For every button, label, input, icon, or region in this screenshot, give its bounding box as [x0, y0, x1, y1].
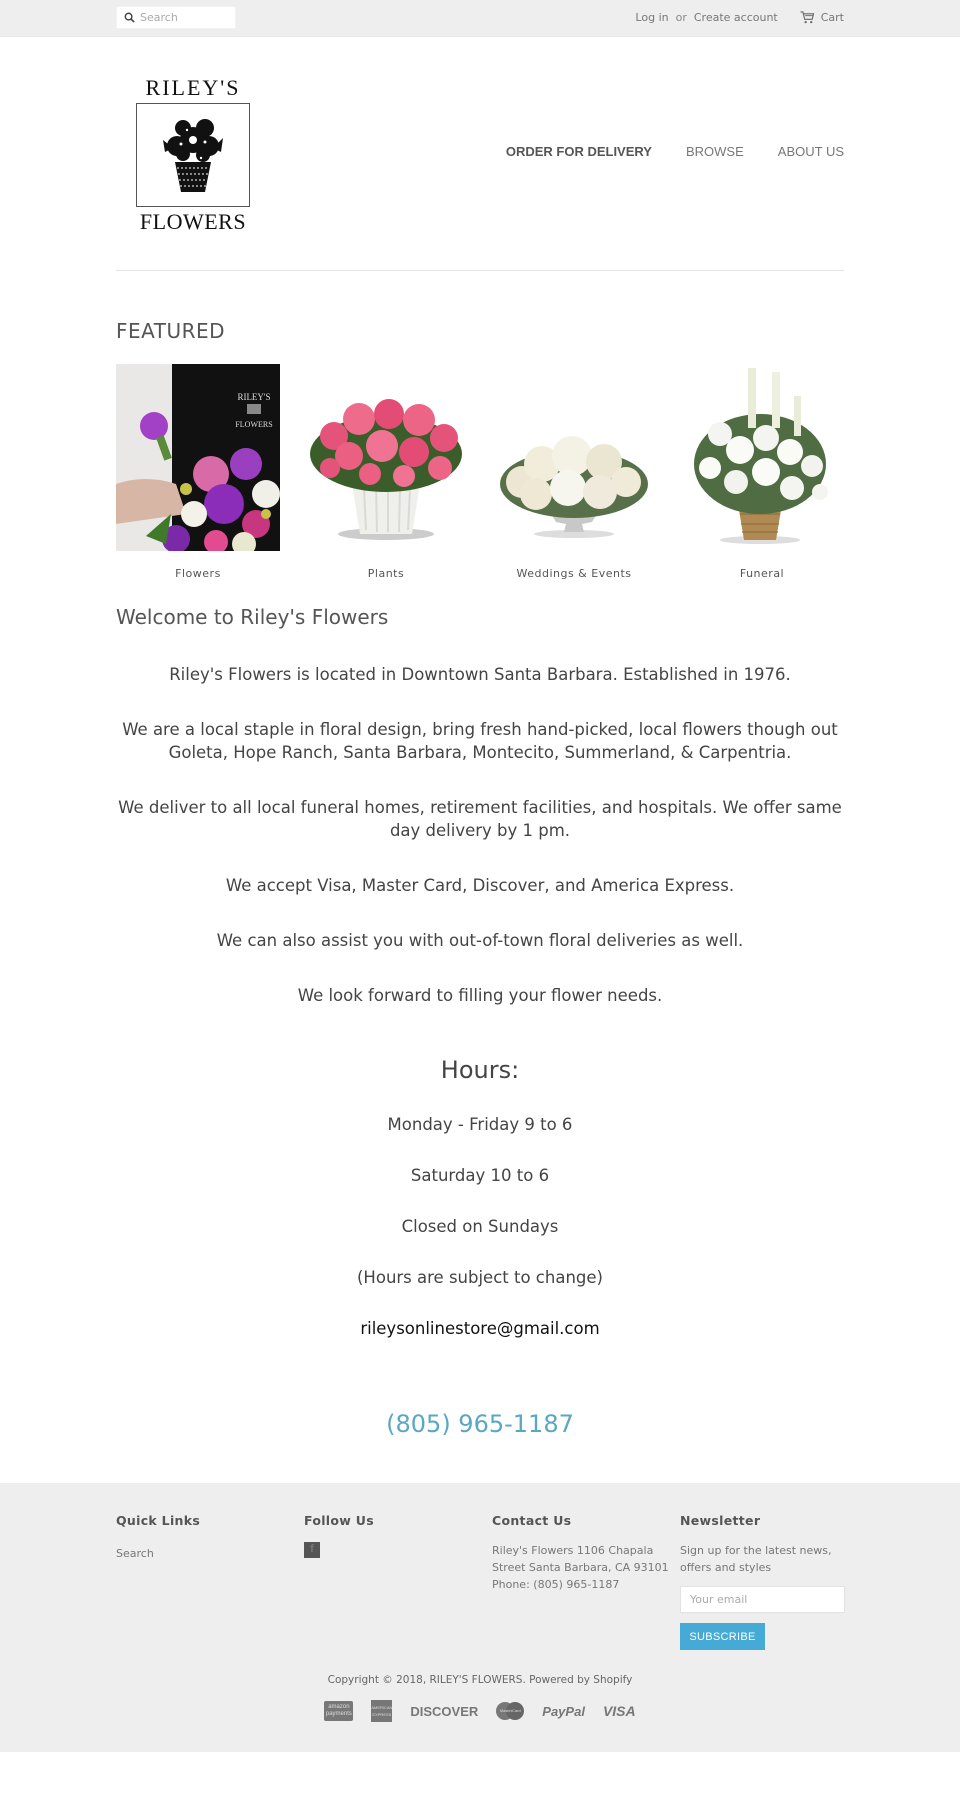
footer-newsletter — [680, 1513, 844, 1650]
facebook-icon[interactable]: f — [304, 1542, 320, 1558]
contact-heading: Contact Us — [492, 1513, 572, 1528]
welcome-text — [116, 663, 844, 1007]
welcome-paragraph: We can also assist you with out-of-town floral deliveries as well. — [216, 931, 744, 950]
amex-icon: AMERICAN EXPRESS — [371, 1700, 392, 1722]
weddings-image — [492, 364, 656, 551]
collection-label: Weddings & Events — [516, 567, 632, 580]
amazon-payments-icon: amazon payments — [324, 1701, 353, 1721]
newsletter-text: offers and styles — [680, 1561, 772, 1574]
main-nav — [506, 144, 844, 159]
collection-label: Plants — [367, 567, 405, 580]
footer-contact — [492, 1513, 680, 1650]
hours-line: (Hours are subject to change) — [357, 1268, 603, 1287]
login-link[interactable]: Log in — [635, 11, 669, 24]
newsletter-heading: Newsletter — [680, 1513, 761, 1528]
copyright-text: Copyright © 2018, RILEY'S FLOWERS. Powered by Shopify — [327, 1674, 633, 1686]
mastercard-icon: MasterCard — [496, 1702, 524, 1720]
newsletter-text: Sign up for the latest news, — [680, 1544, 832, 1557]
welcome-paragraph: We deliver to all local funeral homes, retirement facilities, and hospitals. We offer same day delivery by 1 pm. — [118, 798, 842, 840]
top-bar — [0, 0, 960, 37]
hours-list — [116, 1115, 844, 1338]
hours-heading: Hours: — [440, 1056, 520, 1084]
contact-email: rileysonlinestore@gmail.com — [360, 1319, 600, 1338]
flowers-image — [116, 364, 280, 551]
site-header — [116, 37, 844, 271]
collection-label: Flowers — [175, 567, 221, 580]
nav-about-us[interactable]: ABOUT US — [777, 144, 844, 159]
nav-order-for-delivery[interactable]: ORDER FOR DELIVERY — [505, 144, 652, 159]
svg-text:FLOWERS: FLOWERS — [235, 420, 273, 429]
featured-collections — [116, 364, 844, 580]
search-input[interactable] — [140, 11, 230, 24]
footer-search-link[interactable]: Search — [116, 1547, 154, 1560]
hours-line: Monday - Friday 9 to 6 — [387, 1115, 573, 1134]
subscribe-button[interactable]: SUBSCRIBE — [680, 1623, 765, 1650]
search-box[interactable] — [116, 6, 236, 29]
welcome-heading: Welcome to Riley's Flowers — [116, 605, 389, 629]
newsletter-email-input[interactable] — [680, 1586, 845, 1613]
visa-icon: VISA — [602, 1703, 636, 1719]
funeral-image — [680, 364, 844, 551]
welcome-paragraph: We are a local staple in floral design, bring fresh hand-picked, local flowers though out Goleta, Hope Ranch, Santa Barbara, Montecito, Summerland, & Carpentria. — [122, 720, 838, 762]
plants-image — [304, 364, 468, 551]
flower-basket-icon — [153, 110, 233, 200]
quick-links-heading: Quick Links — [116, 1513, 201, 1528]
collection-card-funeral[interactable] — [680, 364, 844, 580]
logo-top-text: RILEY'S — [145, 75, 241, 100]
contact-address-line: Riley's Flowers 1106 Chapala — [492, 1544, 654, 1557]
featured-heading: FEATURED — [116, 319, 226, 343]
discover-icon: DISCOVER — [410, 1703, 479, 1719]
collection-label: Funeral — [739, 567, 785, 580]
welcome-paragraph: We look forward to filling your flower needs. — [297, 986, 663, 1005]
svg-text:RILEY'S: RILEY'S — [237, 392, 271, 402]
main-content — [116, 319, 844, 1483]
logo-basket-frame — [136, 103, 250, 207]
logo-bottom-text: FLOWERS — [139, 209, 247, 234]
hours-line: Saturday 10 to 6 — [410, 1166, 550, 1185]
cart-link[interactable] — [800, 11, 844, 24]
contact-phone: Phone: (805) 965-1187 — [492, 1578, 620, 1591]
account-links — [635, 11, 844, 24]
welcome-paragraph: We accept Visa, Master Card, Discover, and America Express. — [225, 876, 735, 895]
payment-icons — [0, 1700, 960, 1722]
create-account-link[interactable]: Create account — [693, 11, 778, 24]
footer-follow-us — [304, 1513, 492, 1650]
hours-line: Closed on Sundays — [401, 1217, 559, 1236]
contact-address-line: Street Santa Barbara, CA 93101 — [492, 1561, 669, 1574]
search-icon — [124, 12, 135, 23]
cart-icon — [800, 11, 815, 24]
collection-card-plants[interactable] — [304, 364, 468, 580]
or-text: or — [675, 11, 687, 24]
site-logo[interactable] — [136, 77, 250, 233]
nav-browse[interactable]: BROWSE — [685, 144, 744, 159]
welcome-paragraph: Riley's Flowers is located in Downtown Santa Barbara. Established in 1976. — [169, 665, 791, 684]
collection-card-weddings-events[interactable] — [492, 364, 656, 580]
phone-number[interactable]: (805) 965-1187 — [386, 1410, 574, 1438]
follow-us-heading: Follow Us — [304, 1513, 374, 1528]
paypal-icon: PayPal — [542, 1703, 585, 1719]
footer-quick-links — [116, 1513, 304, 1650]
collection-card-flowers[interactable] — [116, 364, 280, 580]
cart-label: Cart — [820, 11, 844, 24]
site-footer — [0, 1483, 960, 1752]
